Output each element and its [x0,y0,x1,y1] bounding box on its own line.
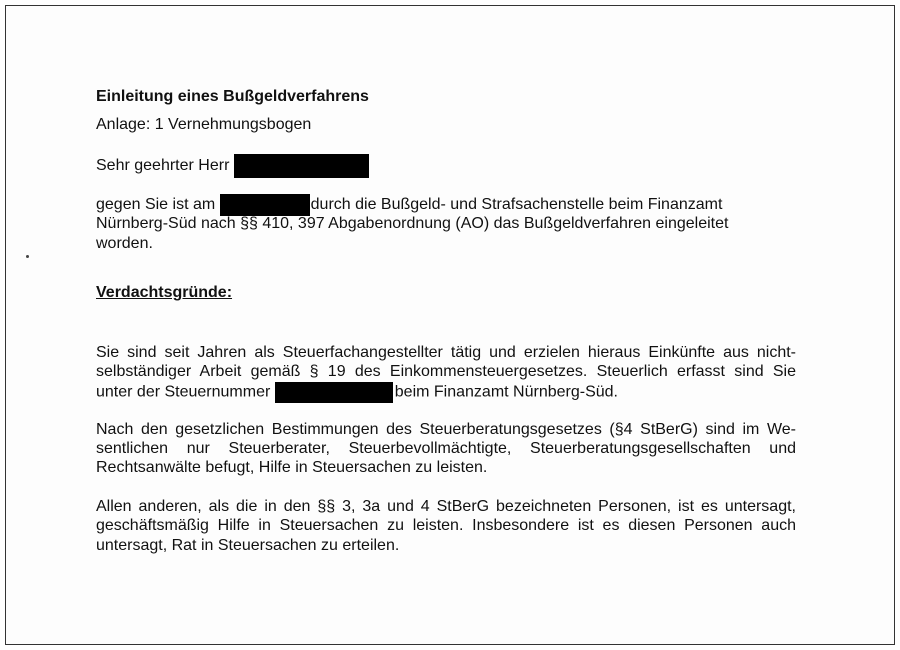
intro-text: durch die Bußgeld- und Strafsachenstelle beim Finanzamt [310,196,723,214]
p1-text: unter der Steuernummer [96,383,271,401]
intro-line-2: Nürnberg-Süd nach §§ 410, 397 Abgabenordnung (AO) das Bußgeldverfahren eingeleitet [96,215,729,232]
p2-line-1: Nach den gesetzlichen Bestimmungen des Steuerberatungsgesetzes (§4 StBerG) sind im We- [96,421,796,438]
redacted-date [220,194,310,216]
intro-text: gegen Sie ist am [96,196,216,214]
p2-line-2: sentlichen nur Steuerberater, Steuerbevollmächtigte, Steuerberatungsgesellschaften und [96,440,796,457]
p2-line-3: Rechtsanwälte befugt, Hilfe in Steuersachen zu leisten. [96,459,488,476]
scan-speck [26,255,29,258]
section-heading: Verdachtsgründe: [96,284,233,301]
p1-line-1: Sie sind seit Jahren als Steuerfachangestellter tätig und erzielen hieraus Einkünfte aus nicht- [96,344,796,361]
document-title: Einleitung eines Bußgeldverfahrens [96,88,369,105]
p1-line-3 [96,382,618,403]
p3-line-2: geschäftsmäßig Hilfe in Steuersachen zu leisten. Insbesondere ist es diesen Personen auch [96,517,796,534]
salutation-line [96,154,369,178]
redacted-tax-number [275,382,393,403]
p1-text: beim Finanzamt Nürnberg-Süd. [394,383,618,401]
redacted-name [234,154,369,178]
p1-line-2: selbständiger Arbeit gemäß § 19 des Einkommensteuergesetzes. Steuerlich erfasst sind Sie [96,363,796,380]
attachment-line: Anlage: 1 Vernehmungsbogen [96,116,312,133]
intro-line-1 [96,194,722,216]
p3-line-1: Allen anderen, als die in den §§ 3, 3a und 4 StBerG bezeichneten Personen, ist es untersagt, [96,498,796,515]
salutation: Sehr geehrter Herr [96,157,230,175]
intro-line-3: worden. [96,235,153,252]
p3-line-3: untersagt, Rat in Steuersachen zu erteilen. [96,537,400,554]
